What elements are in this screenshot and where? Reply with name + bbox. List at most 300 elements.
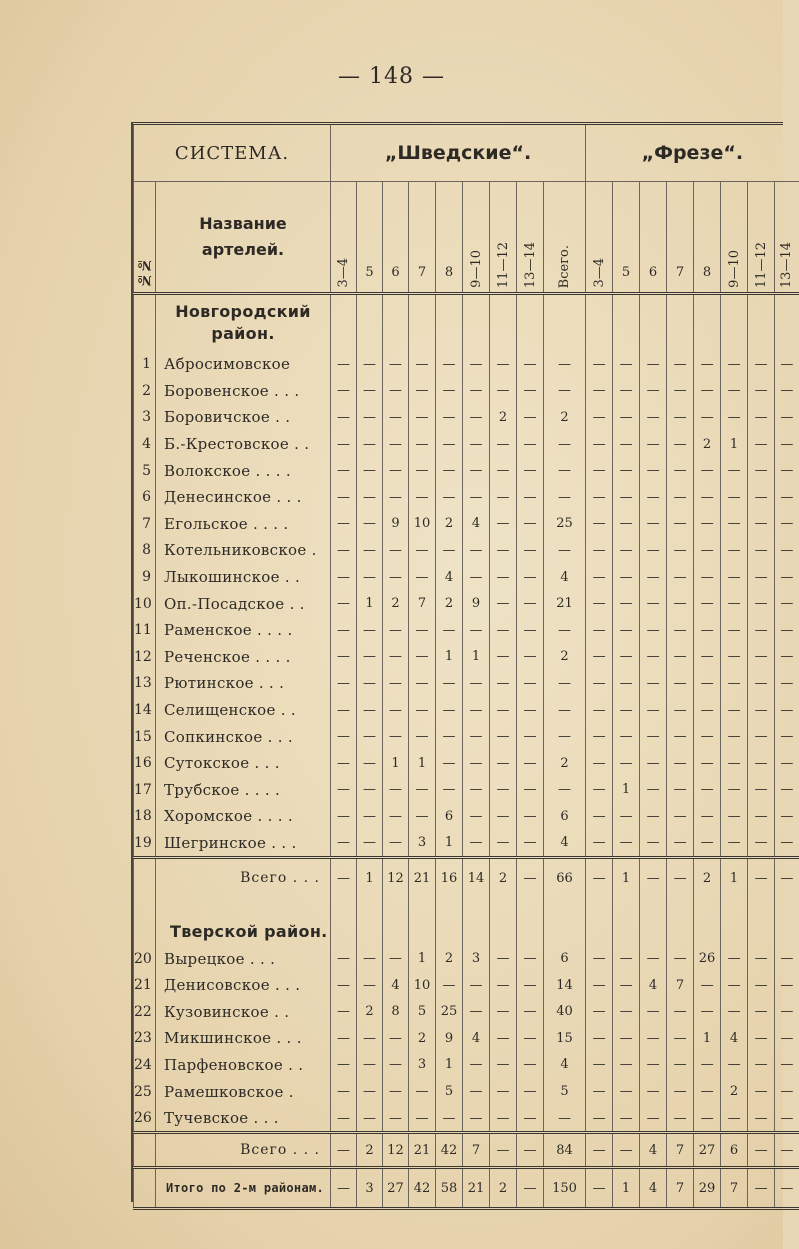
value-cell: —: [694, 670, 721, 697]
value-cell: —: [517, 484, 544, 511]
value-cell: —: [586, 750, 613, 777]
value-cell: —: [357, 723, 383, 750]
value-cell: —: [544, 777, 586, 804]
total-value: 1: [357, 858, 383, 898]
empty-cell: [331, 294, 357, 352]
value-cell: —: [463, 750, 490, 777]
value-cell: —: [544, 1105, 586, 1133]
value-cell: —: [694, 617, 721, 644]
value-cell: —: [775, 644, 799, 671]
total-value: 4: [640, 1133, 667, 1168]
empty-cell: [721, 897, 748, 945]
region-title-row: [134, 897, 799, 945]
value-cell: —: [357, 431, 383, 458]
value-cell: —: [383, 351, 409, 378]
value-cell: —: [490, 1078, 517, 1105]
artel-name: Сопкинское . . .: [156, 723, 331, 750]
empty-cell: [490, 294, 517, 352]
row-number: 16: [134, 750, 156, 777]
empty-cell: [134, 897, 156, 945]
value-cell: —: [383, 404, 409, 431]
value-cell: —: [775, 697, 799, 724]
value-cell: 25: [544, 511, 586, 538]
row-number: 5: [134, 457, 156, 484]
value-cell: —: [586, 803, 613, 830]
value-cell: —: [694, 777, 721, 804]
value-cell: —: [357, 697, 383, 724]
value-cell: —: [436, 750, 463, 777]
table-row: [134, 617, 799, 644]
value-cell: —: [586, 1052, 613, 1079]
value-cell: —: [490, 998, 517, 1025]
value-cell: —: [748, 351, 775, 378]
grand-total-value: 21: [463, 1168, 490, 1209]
empty-cell: [775, 897, 799, 945]
value-cell: —: [586, 998, 613, 1025]
value-cell: 4: [463, 1025, 490, 1052]
value-cell: —: [775, 378, 799, 405]
artel-name: Волокское . . . .: [156, 457, 331, 484]
value-cell: —: [694, 404, 721, 431]
row-number: 25: [134, 1078, 156, 1105]
artel-name: Шегринское . . .: [156, 830, 331, 858]
value-cell: —: [463, 378, 490, 405]
total-value: —: [748, 858, 775, 898]
row-number: 6: [134, 484, 156, 511]
value-cell: —: [667, 697, 694, 724]
column-header: 13—14: [775, 182, 799, 294]
value-cell: —: [331, 972, 357, 999]
value-cell: —: [409, 1105, 436, 1133]
table-row: [134, 830, 799, 858]
column-header: 9—10: [721, 182, 748, 294]
value-cell: —: [331, 670, 357, 697]
value-cell: 6: [544, 803, 586, 830]
value-cell: —: [721, 697, 748, 724]
value-cell: —: [463, 484, 490, 511]
value-cell: —: [667, 617, 694, 644]
total-value: 12: [383, 1133, 409, 1168]
value-cell: —: [748, 404, 775, 431]
value-cell: —: [490, 511, 517, 538]
value-cell: 1: [613, 777, 640, 804]
row-number: 8: [134, 537, 156, 564]
value-cell: —: [694, 723, 721, 750]
value-cell: —: [463, 617, 490, 644]
grand-total-value: 3: [357, 1168, 383, 1209]
value-cell: —: [357, 777, 383, 804]
value-cell: —: [436, 972, 463, 999]
value-cell: 2: [544, 404, 586, 431]
value-cell: —: [748, 670, 775, 697]
value-cell: —: [613, 750, 640, 777]
value-cell: 5: [436, 1078, 463, 1105]
empty-cell: [409, 897, 436, 945]
value-cell: —: [463, 723, 490, 750]
artel-name: Кузовинское . .: [156, 998, 331, 1025]
value-cell: —: [517, 945, 544, 972]
value-cell: —: [721, 803, 748, 830]
row-number: 3: [134, 404, 156, 431]
value-cell: —: [463, 998, 490, 1025]
value-cell: —: [463, 457, 490, 484]
value-cell: —: [517, 1078, 544, 1105]
row-number: 13: [134, 670, 156, 697]
empty-cell: [748, 897, 775, 945]
column-header: 11—12: [748, 182, 775, 294]
value-cell: —: [613, 830, 640, 858]
value-cell: —: [463, 431, 490, 458]
empty-cell: [544, 897, 586, 945]
value-cell: 4: [544, 830, 586, 858]
value-cell: —: [775, 351, 799, 378]
column-header: 8: [694, 182, 721, 294]
value-cell: —: [613, 564, 640, 591]
total-value: 16: [436, 858, 463, 898]
value-cell: —: [331, 803, 357, 830]
row-number: 23: [134, 1025, 156, 1052]
value-cell: —: [721, 945, 748, 972]
value-cell: —: [436, 617, 463, 644]
value-cell: —: [667, 378, 694, 405]
value-cell: —: [463, 351, 490, 378]
row-number: 11: [134, 617, 156, 644]
grand-total-value: —: [586, 1168, 613, 1209]
value-cell: —: [436, 351, 463, 378]
value-cell: 6: [436, 803, 463, 830]
value-cell: —: [331, 484, 357, 511]
row-number: 18: [134, 803, 156, 830]
value-cell: —: [331, 564, 357, 591]
value-cell: —: [640, 750, 667, 777]
total-value: 66: [544, 858, 586, 898]
artel-name: Микшинское . . .: [156, 1025, 331, 1052]
value-cell: 1: [436, 1052, 463, 1079]
row-number: 20: [134, 945, 156, 972]
value-cell: —: [613, 1078, 640, 1105]
total-value: 42: [436, 1133, 463, 1168]
value-cell: —: [463, 564, 490, 591]
value-cell: —: [748, 1105, 775, 1133]
value-cell: —: [613, 945, 640, 972]
total-value: —: [331, 1133, 357, 1168]
value-cell: —: [586, 431, 613, 458]
value-cell: —: [383, 457, 409, 484]
artel-name: Реченское . . . .: [156, 644, 331, 671]
value-cell: —: [383, 617, 409, 644]
table-row: [134, 777, 799, 804]
value-cell: —: [613, 998, 640, 1025]
grand-total-value: —: [775, 1168, 799, 1209]
value-cell: —: [409, 670, 436, 697]
value-cell: —: [748, 1078, 775, 1105]
value-cell: —: [721, 617, 748, 644]
empty-cell: [134, 294, 156, 352]
value-cell: —: [694, 998, 721, 1025]
value-cell: 1: [409, 750, 436, 777]
value-cell: —: [490, 457, 517, 484]
value-cell: —: [383, 1025, 409, 1052]
grand-total-label: Итого по 2-м районам.: [156, 1168, 331, 1209]
region-title: Тверской район.: [156, 897, 331, 945]
artel-name: Сутокское . . .: [156, 750, 331, 777]
value-cell: —: [331, 998, 357, 1025]
total-value: —: [517, 1133, 544, 1168]
artel-name: Денесинское . . .: [156, 484, 331, 511]
value-cell: —: [694, 590, 721, 617]
value-cell: —: [640, 378, 667, 405]
value-cell: —: [613, 697, 640, 724]
value-cell: —: [613, 431, 640, 458]
artel-name: Селищенское . .: [156, 697, 331, 724]
table-row: [134, 351, 799, 378]
value-cell: —: [436, 378, 463, 405]
value-cell: —: [721, 590, 748, 617]
value-cell: —: [667, 1105, 694, 1133]
value-cell: —: [721, 511, 748, 538]
value-cell: —: [667, 404, 694, 431]
value-cell: —: [490, 777, 517, 804]
total-value: 14: [463, 858, 490, 898]
value-cell: —: [640, 1025, 667, 1052]
value-cell: —: [667, 1025, 694, 1052]
value-cell: —: [409, 697, 436, 724]
value-cell: —: [775, 750, 799, 777]
grand-total-value: 7: [667, 1168, 694, 1209]
value-cell: —: [490, 1025, 517, 1052]
value-cell: —: [383, 697, 409, 724]
column-header: 7: [409, 182, 436, 294]
grand-total-value: 29: [694, 1168, 721, 1209]
value-cell: —: [517, 1025, 544, 1052]
value-cell: —: [544, 723, 586, 750]
total-value: —: [667, 858, 694, 898]
value-cell: —: [490, 697, 517, 724]
value-cell: —: [748, 803, 775, 830]
value-cell: —: [409, 431, 436, 458]
value-cell: —: [586, 564, 613, 591]
value-cell: —: [721, 972, 748, 999]
empty-cell: [748, 294, 775, 352]
column-header: 8: [436, 182, 463, 294]
value-cell: 2: [544, 750, 586, 777]
value-cell: —: [383, 1078, 409, 1105]
value-cell: —: [748, 697, 775, 724]
value-cell: —: [517, 803, 544, 830]
artel-name: Рамешковское .: [156, 1078, 331, 1105]
total-value: 12: [383, 858, 409, 898]
grand-total-value: 2: [490, 1168, 517, 1209]
total-value: —: [517, 858, 544, 898]
value-cell: —: [331, 1052, 357, 1079]
value-cell: —: [517, 644, 544, 671]
value-cell: —: [544, 697, 586, 724]
value-cell: —: [694, 750, 721, 777]
value-cell: —: [490, 1105, 517, 1133]
value-cell: —: [383, 1105, 409, 1133]
swedish-group-header: „Шведские“.: [331, 125, 586, 182]
value-cell: —: [694, 697, 721, 724]
column-header: 7: [667, 182, 694, 294]
value-cell: —: [613, 484, 640, 511]
value-cell: —: [640, 998, 667, 1025]
value-cell: —: [667, 590, 694, 617]
value-cell: —: [667, 564, 694, 591]
value-cell: —: [613, 511, 640, 538]
value-cell: 2: [357, 998, 383, 1025]
total-label: Всего . . .: [156, 1133, 331, 1168]
value-cell: —: [517, 457, 544, 484]
value-cell: 26: [694, 945, 721, 972]
table-row: [134, 998, 799, 1025]
value-cell: —: [544, 484, 586, 511]
value-cell: —: [640, 590, 667, 617]
value-cell: —: [331, 431, 357, 458]
value-cell: —: [694, 484, 721, 511]
value-cell: —: [357, 404, 383, 431]
artel-name: Егольское . . . .: [156, 511, 331, 538]
value-cell: —: [517, 404, 544, 431]
total-value: 84: [544, 1133, 586, 1168]
value-cell: —: [586, 351, 613, 378]
total-value: 1: [721, 858, 748, 898]
value-cell: —: [640, 1052, 667, 1079]
value-cell: —: [490, 750, 517, 777]
value-cell: —: [775, 457, 799, 484]
value-cell: 4: [463, 511, 490, 538]
total-value: —: [748, 1133, 775, 1168]
value-cell: —: [640, 431, 667, 458]
value-cell: —: [409, 378, 436, 405]
value-cell: —: [409, 457, 436, 484]
value-cell: 3: [463, 945, 490, 972]
grand-total-value: 27: [383, 1168, 409, 1209]
value-cell: —: [544, 351, 586, 378]
value-cell: —: [640, 484, 667, 511]
value-cell: —: [409, 777, 436, 804]
value-cell: —: [775, 431, 799, 458]
value-cell: 1: [463, 644, 490, 671]
value-cell: —: [383, 670, 409, 697]
value-cell: —: [409, 803, 436, 830]
value-cell: —: [436, 404, 463, 431]
value-cell: —: [436, 484, 463, 511]
value-cell: —: [721, 1052, 748, 1079]
value-cell: —: [383, 564, 409, 591]
value-cell: —: [775, 511, 799, 538]
total-value: 27: [694, 1133, 721, 1168]
value-cell: —: [383, 378, 409, 405]
empty-cell: [436, 294, 463, 352]
value-cell: —: [357, 1105, 383, 1133]
value-cell: 4: [721, 1025, 748, 1052]
value-cell: —: [775, 670, 799, 697]
value-cell: —: [640, 511, 667, 538]
value-cell: —: [490, 644, 517, 671]
value-cell: 14: [544, 972, 586, 999]
value-cell: 2: [694, 431, 721, 458]
value-cell: —: [640, 351, 667, 378]
grand-total-value: —: [331, 1168, 357, 1209]
row-number: 4: [134, 431, 156, 458]
value-cell: —: [721, 998, 748, 1025]
value-cell: —: [436, 537, 463, 564]
region-total-row: [134, 858, 799, 898]
value-cell: —: [586, 617, 613, 644]
value-cell: —: [667, 830, 694, 858]
value-cell: —: [517, 1105, 544, 1133]
empty-cell: [586, 897, 613, 945]
value-cell: —: [490, 564, 517, 591]
region-total-row: [134, 1133, 799, 1168]
value-cell: —: [640, 945, 667, 972]
value-cell: —: [613, 972, 640, 999]
value-cell: —: [748, 750, 775, 777]
empty-cell: [775, 294, 799, 352]
table-row: [134, 590, 799, 617]
value-cell: —: [748, 457, 775, 484]
value-cell: —: [721, 404, 748, 431]
value-cell: —: [586, 723, 613, 750]
value-cell: —: [667, 431, 694, 458]
grand-total-value: —: [517, 1168, 544, 1209]
table-row: [134, 1105, 799, 1133]
empty-cell: [613, 294, 640, 352]
table-row: [134, 457, 799, 484]
value-cell: —: [613, 404, 640, 431]
value-cell: 10: [409, 972, 436, 999]
value-cell: —: [463, 697, 490, 724]
value-cell: —: [694, 511, 721, 538]
empty-cell: [357, 294, 383, 352]
value-cell: —: [586, 537, 613, 564]
total-value: —: [613, 1133, 640, 1168]
value-cell: —: [667, 644, 694, 671]
value-cell: 2: [383, 590, 409, 617]
value-cell: —: [409, 537, 436, 564]
value-cell: —: [517, 972, 544, 999]
value-cell: —: [517, 431, 544, 458]
value-cell: —: [331, 750, 357, 777]
table-row: [134, 644, 799, 671]
empty-cell: [544, 294, 586, 352]
value-cell: —: [586, 590, 613, 617]
value-cell: —: [357, 1078, 383, 1105]
value-cell: —: [586, 777, 613, 804]
table-row: [134, 404, 799, 431]
value-cell: —: [409, 484, 436, 511]
value-cell: —: [517, 378, 544, 405]
table-row: [134, 972, 799, 999]
artel-name: Вырецкое . . .: [156, 945, 331, 972]
value-cell: —: [748, 564, 775, 591]
value-cell: 1: [721, 431, 748, 458]
value-cell: —: [357, 564, 383, 591]
value-cell: 1: [383, 750, 409, 777]
total-value: —: [775, 1133, 799, 1168]
value-cell: 4: [640, 972, 667, 999]
value-cell: —: [517, 351, 544, 378]
value-cell: —: [640, 777, 667, 804]
value-cell: —: [409, 564, 436, 591]
value-cell: —: [721, 378, 748, 405]
value-cell: —: [331, 830, 357, 858]
table-row: [134, 723, 799, 750]
value-cell: —: [544, 378, 586, 405]
value-cell: —: [586, 644, 613, 671]
empty-cell: [640, 294, 667, 352]
artel-name: Хоромское . . . .: [156, 803, 331, 830]
